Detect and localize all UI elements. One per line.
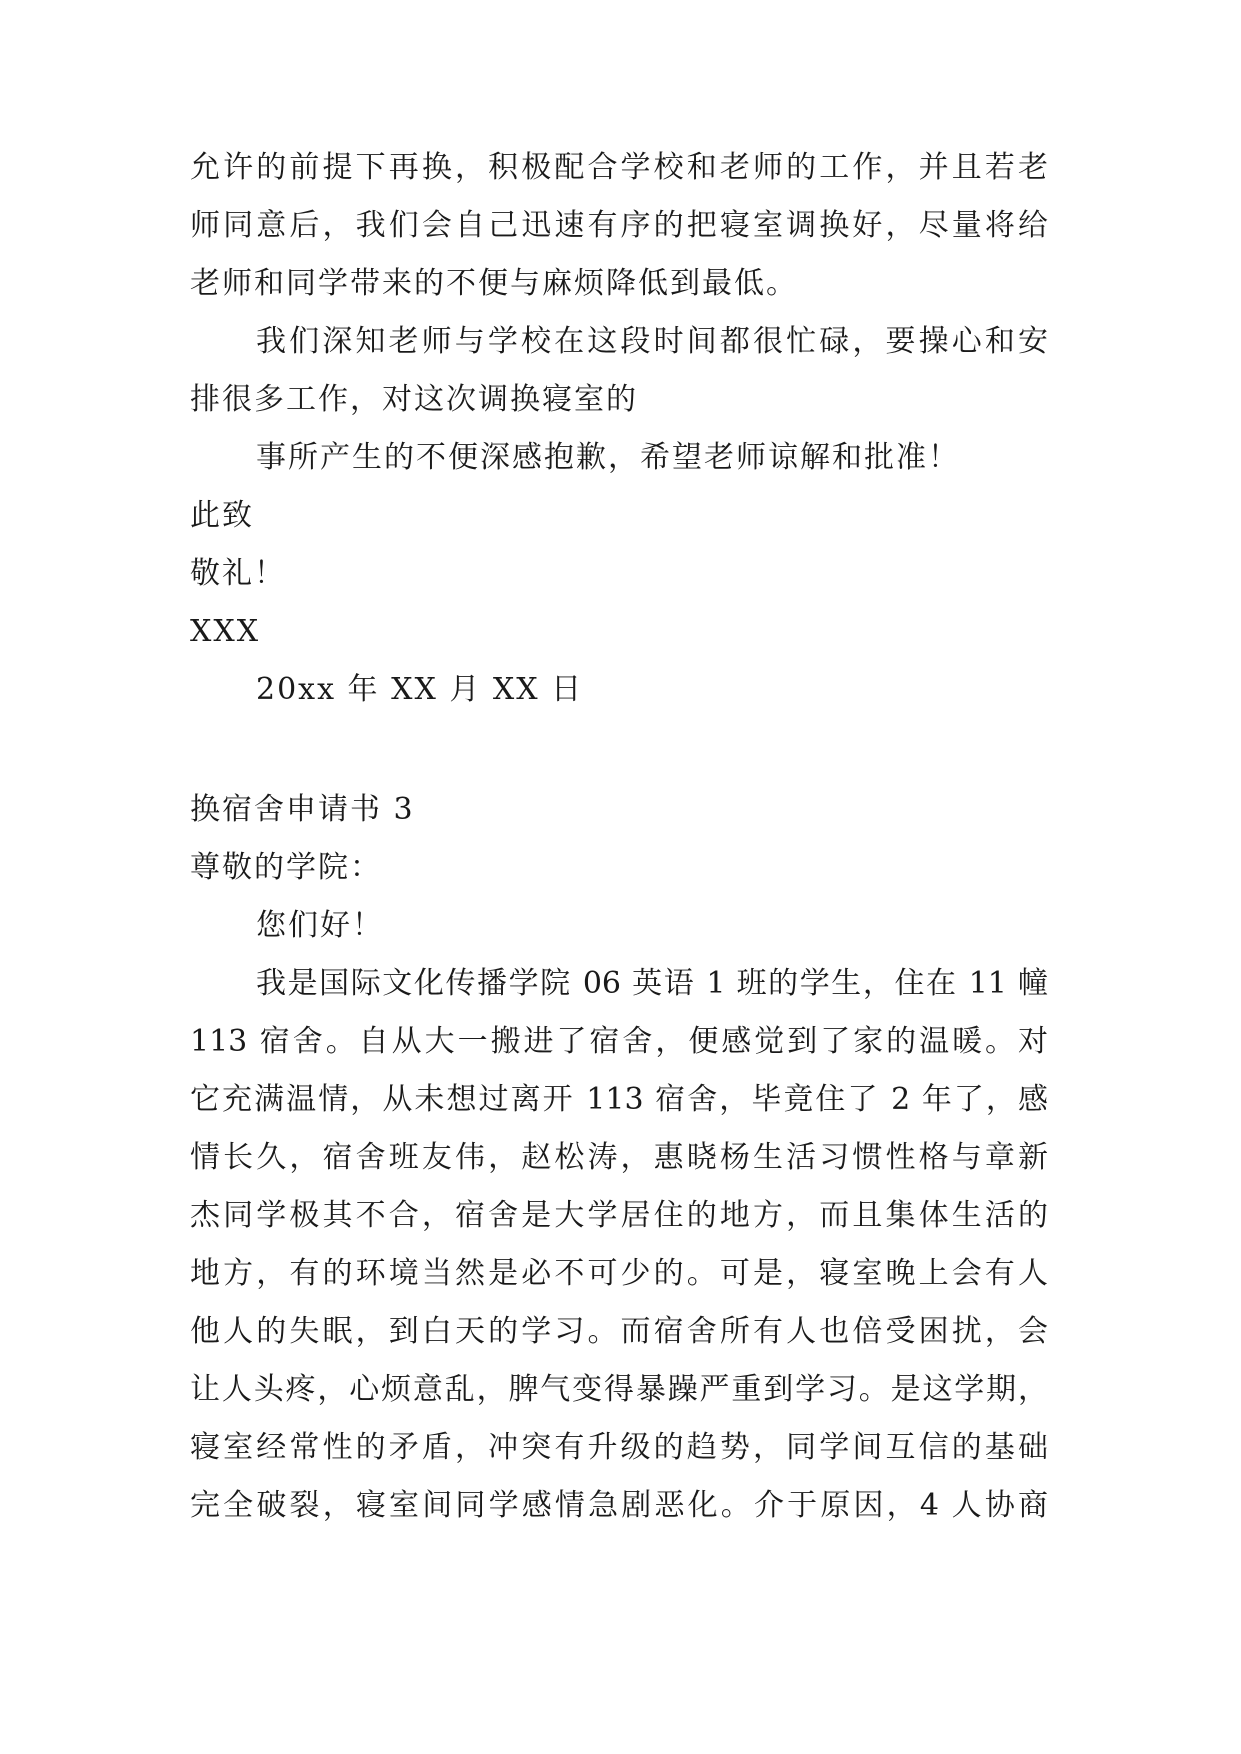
body-line: 113 宿舍。自从大一搬进了宿舍，便感觉到了家的温暖。对 [190,1024,1048,1059]
body-line: 事所产生的不便深感抱歉，希望老师谅解和批准！ [256,440,960,475]
body-line: 寝室经常性的矛盾，冲突有升级的趋势，同学间互信的基础 [190,1430,1048,1465]
body-line: 老师和同学带来的不便与麻烦降低到最低。 [190,266,798,301]
body-line: 允许的前提下再换，积极配合学校和老师的工作，并且若老 [190,150,1048,185]
date-line: 20xx 年 XX 月 XX 日 [256,672,584,707]
addressee: 尊敬的学院： [190,850,382,885]
body-line: 排很多工作，对这次调换寝室的 [190,382,638,417]
body-line: 我们深知老师与学校在这段时间都很忙碌，要操心和安 [256,324,1048,359]
body-line: 我是国际文化传播学院 06 英语 1 班的学生，住在 11 幢 [256,966,1048,1001]
salutation: 此致 [190,498,254,533]
section-title: 换宿舍申请书 3 [190,792,415,827]
body-line: 它充满温情，从未想过离开 113 宿舍，毕竟住了 2 年了，感 [190,1082,1048,1117]
body-line: 地方，有的环境当然是必不可少的。可是，寝室晚上会有人 [190,1256,1048,1291]
greeting: 您们好！ [256,908,384,943]
signature: XXX [190,614,261,649]
body-line: 师同意后，我们会自己迅速有序的把寝室调换好，尽量将给 [190,208,1048,243]
body-line: 让人头疼，心烦意乱，脾气变得暴躁严重到学习。是这学期， [190,1372,1048,1407]
body-line: 杰同学极其不合，宿舍是大学居住的地方，而且集体生活的 [190,1198,1048,1233]
salutation: 敬礼！ [190,556,286,591]
body-line: 他人的失眠，到白天的学习。而宿舍所有人也倍受困扰，会 [190,1314,1048,1349]
body-line: 完全破裂，寝室间同学感情急剧恶化。介于原因，4 人协商 [190,1488,1048,1523]
body-line: 情长久，宿舍班友伟，赵松涛，惠晓杨生活习惯性格与章新 [190,1140,1048,1175]
